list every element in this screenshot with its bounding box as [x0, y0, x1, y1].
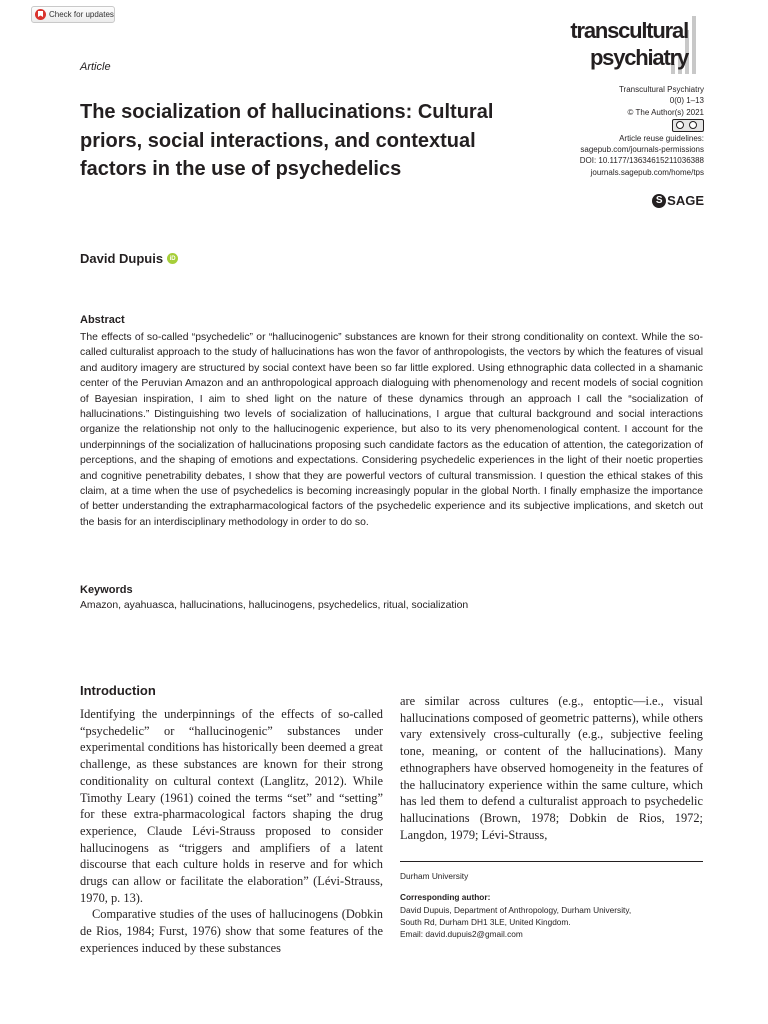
- reuse-guidelines-label: Article reuse guidelines:: [619, 133, 704, 143]
- bookmark-icon: [35, 9, 46, 20]
- intro-paragraph-continued: are similar across cultures (e.g., entoptic—i.e., visual hallucinations composed of geometric patterns), while others vary extensively cross-culturally (e.g., subjective feeling tone, meaning, or content of the hallucinations). Many ethnographers have observed homogeneity in the features of the hallucinatory experience within the same culture, which has led them to defend a culturalist approach to psychedelic hallucinations (Brown, 1978; Dobkin de Rios, 1972; Langdon, 1979; Lévi-Strauss,: [400, 694, 703, 842]
- footnote-divider: [400, 861, 703, 862]
- abstract-heading: Abstract: [80, 314, 125, 326]
- volume-pages: 0(0) 1–13: [669, 96, 704, 106]
- body-column-left: [80, 706, 383, 957]
- copyright: © The Author(s) 2021: [627, 107, 704, 117]
- introduction-heading: Introduction: [80, 683, 156, 698]
- intro-paragraph-2: Comparative studies of the uses of hallucinogens (Dobkin de Rios, 1984; Furst, 1976) show that some features of the experiences induced by these substances: [80, 907, 383, 955]
- journal-logo-line2: psychiatry: [589, 45, 688, 70]
- intro-paragraph-1: Identifying the underpinnings of the effects of so-called “psychedelic” or “hallucinogenic” substances under experimental conditions has historically been deemed a great challenge, as these substances are known for their strong conditionality on cultural context (Langlitz, 2012). While Timothy Leary (1961) coined the terms “set” and “setting” for these extra-pharmacological factors shaping the drug experience, Claude Lévi-Strauss proposed to consider hallucinogens as “triggers and amplifiers of a latent discourse that each culture holds in reserve and for which drugs can allow or facilitate the elaboration” (Lévi-Strauss, 1970, p. 13).: [80, 707, 383, 905]
- corresponding-author-heading: Corresponding author:: [400, 892, 491, 903]
- keywords-heading: Keywords: [80, 584, 133, 596]
- corresponding-author-address-2: South Rd, Durham DH1 3LE, United Kingdom.: [400, 916, 571, 927]
- article-title: The socialization of hallucinations: Cultural priors, social interactions, and contextual factors in the use of psychedelics: [80, 101, 494, 180]
- footnotes: [400, 870, 703, 940]
- sage-s-icon: S: [652, 194, 666, 208]
- keywords-text: Amazon, ayahuasca, hallucinations, hallucinogens, psychedelics, ritual, socialization: [80, 600, 469, 611]
- affiliation: Durham University: [400, 871, 469, 881]
- author-line: [80, 251, 178, 266]
- check-for-updates-button[interactable]: [31, 6, 115, 23]
- publisher-name: SAGE: [667, 193, 704, 208]
- journal-meta: [580, 84, 704, 178]
- article-type: Article: [80, 61, 111, 73]
- corresponding-author-address-1: David Dupuis, Department of Anthropology, Durham University,: [400, 904, 632, 915]
- orcid-icon[interactable]: iD: [167, 253, 178, 264]
- publisher-logo: [652, 193, 704, 208]
- doi[interactable]: DOI: 10.1177/13634615211036388: [579, 156, 704, 166]
- journal-homepage-link[interactable]: journals.sagepub.com/home/tps: [590, 167, 704, 177]
- corresponding-author-email[interactable]: Email: david.dupuis2@gmail.com: [400, 929, 523, 940]
- journal-logo: [570, 16, 702, 74]
- abstract-text: The effects of so-called “psychedelic” or “hallucinogenic” substances are known for their strong conditionality on context. While the so-called culturalist approach to the study of hallucinations has won the favor of anthropologists, the vectors by which the features of visual and auditory imagery are structured by social context have been so far little explored. Using ethnographic data collected in a shamanic center of the Peruvian Amazon and an anthropological approach dialoguing with phenomenology and recent models of social cognition of Bayesian inspiration, I aim to shed light on the nature of these dynamics through an approach I call the “socialization of hallucinations.” Distinguishing two levels of socialization of hallucinations, I argue that cultural background and social interactions organize the relationship not only to the hallucinogenic experience, but also to its very phenomenological content. I account for the underpinnings of the socialization of hallucinations proposing such candidate factors as the education of attention, the categorization of perceptions, and the shaping of emotions and expectations. Considering psychedelic experiences in the light of their noetic properties and cognitive penetrability debates, I show that they are powerful vectors of cultural transmission. I question the ethical stakes of this claim, at a time when the use of psychedelics is becoming increasingly popular in the global North. I finally emphasize the importance of better understanding the extrapharmacological factors of the psychedelic experience and its subjective implications, and sketch out the basis for an interdisciplinary methodology in order to do so.: [80, 332, 703, 528]
- cc-by-icon: [672, 119, 704, 132]
- body-column-right: [400, 693, 703, 843]
- author-name: David Dupuis: [80, 251, 164, 266]
- check-for-updates-label: Check for updates: [49, 10, 114, 19]
- permissions-link[interactable]: sagepub.com/journals-permissions: [580, 145, 704, 155]
- journal-logo-line1: transcultural: [570, 18, 688, 43]
- journal-name: Transcultural Psychiatry: [618, 85, 704, 94]
